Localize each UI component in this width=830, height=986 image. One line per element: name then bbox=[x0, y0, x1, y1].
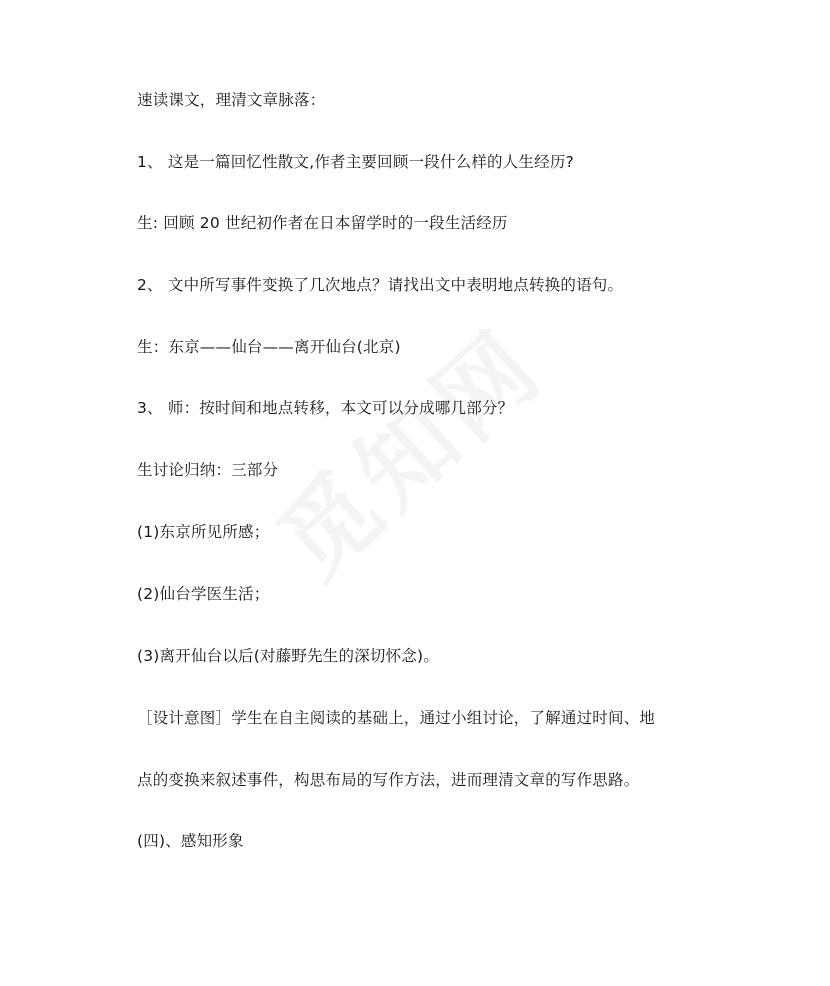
design-intent-line-2: 点的变换来叙述事件，构思布局的写作方法，进而理清文章的写作思路。 bbox=[137, 771, 640, 789]
design-intent-line-1: ［设计意图］学生在自主阅读的基础上，通过小组讨论，了解通过时间、地 bbox=[137, 709, 656, 727]
part-3: (3)离开仙台以后(对藤野先生的深切怀念)。 bbox=[137, 647, 439, 665]
answer-1: 生: 回顾 20 世纪初作者在日本留学时的一段生活经历 bbox=[137, 214, 508, 232]
answer-3-summary: 生讨论归纳：三部分 bbox=[137, 461, 279, 479]
answer-2: 生：东京——仙台——离开仙台(北京) bbox=[137, 338, 401, 356]
question-2: 2、 文中所写事件变换了几次地点？请找出文中表明地点转换的语句。 bbox=[137, 276, 624, 294]
question-1: 1、 这是一篇回忆性散文,作者主要回顾一段什么样的人生经历? bbox=[137, 153, 574, 171]
part-2: (2)仙台学医生活； bbox=[137, 585, 270, 603]
part-1: (1)东京所见所感； bbox=[137, 523, 270, 541]
question-3: 3、 师：按时间和地点转移，本文可以分成哪几部分？ bbox=[137, 399, 514, 417]
intro-line: 速读课文，理清文章脉落： bbox=[137, 91, 326, 109]
section-heading: (四)、感知形象 bbox=[137, 832, 244, 850]
